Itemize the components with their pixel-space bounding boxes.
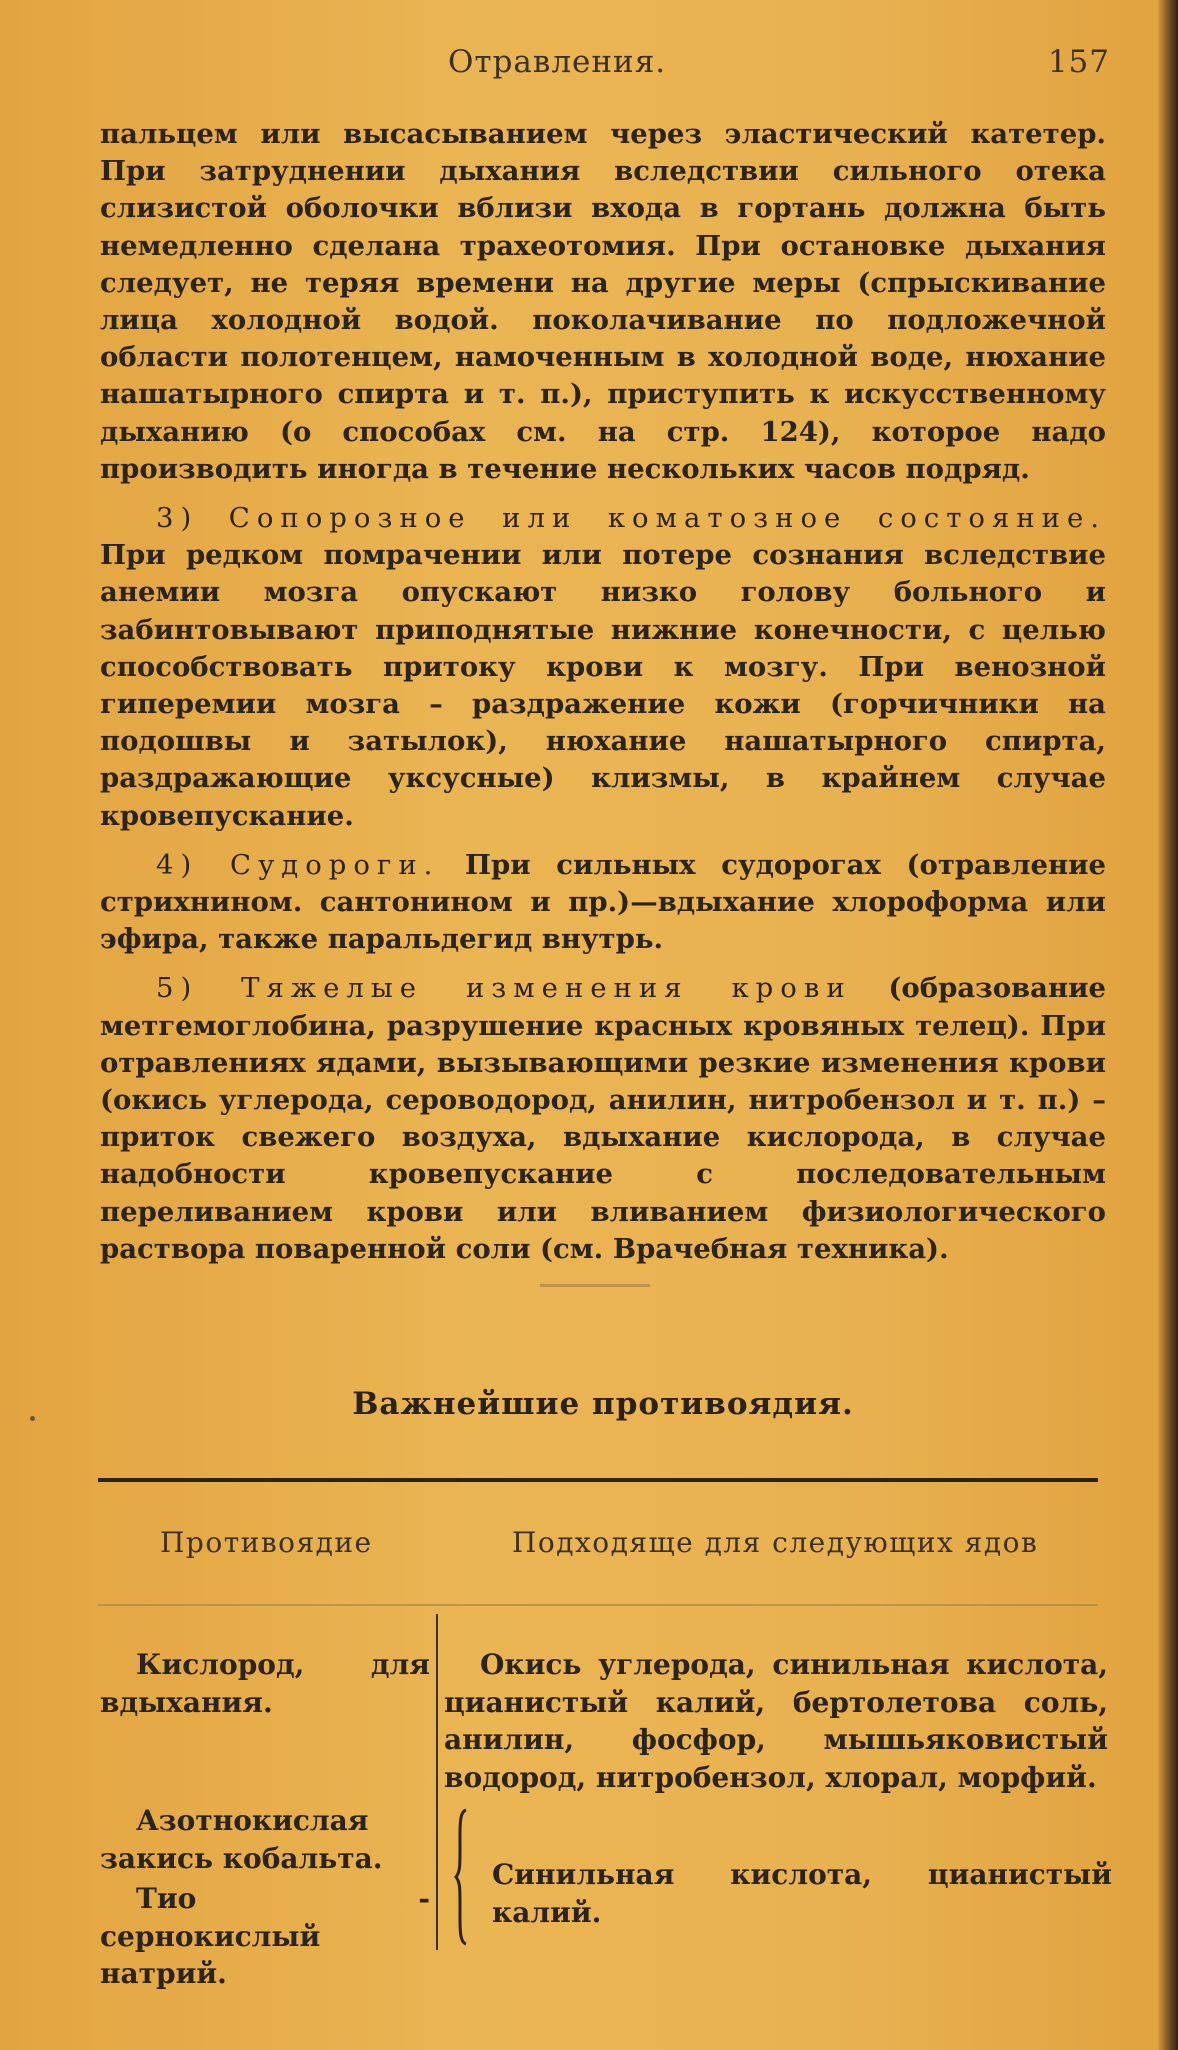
paragraph-heading: 3) Сопорозное или коматозное состояние. [156,502,1106,535]
paragraph-coma [100,500,1106,835]
table-top-rule [98,1478,1098,1482]
paragraph-blood-changes [100,970,1106,1268]
table-cell-antidote-thiosulfate: Тио - сернокислый натрий. [100,1882,430,1990]
paragraph-text: При редком помрачении или потере сознания вследствие анемии мозга опускают низко голову больного и забинтовывают приподнятые нижние конечности, с целью способствовать притоку крови к мозгу. При венозной гиперемии мозга – раздражение кожи (горчичники на подошвы и затылок), нюхание нашатырного спирта, раздражающие уксусные) клизмы, в крайнем случае кровепускание. [100,539,1106,832]
header-underline [98,1604,1098,1606]
table-cell-poisons-shared: Синильная кислота, цианистый калий. [492,1858,1112,1929]
page-number: 157 [1047,44,1110,80]
paragraph-text: (образование метгемоглобина, разрушение красных кровяных телец). При отравлениях ядами, вызывающими резкие изменения крови (окись углерода, сероводород, анилин, нитробензол и т. п.) – приток свежего воздуха, вдыхание кислорода, в случае надобности кровепускание с последовательным переливанием крови или вливанием физиологического раствора поваренной соли (см. Врачебная техника). [100,972,1106,1265]
page-edge-shadow [1158,0,1178,2050]
paragraph-1: пальцем или высасыванием через эластический катетер. При затруднении дыхания вследствии сильного отека слизистой оболочки вблизи входа в гортань должна быть немедленно сделана трахеотомия. При остановке дыхания следует, не теряя времени на другие меры (спрыскивание лица холодной водой. поколачивание по подложечной области полотенцем, намоченным в холодной воде, нюхание нашатырного спирта и т. п.), приступить к искусственному дыханию (о способах см. на стр. 124), которое надо производить иногда в течение нескольких часов подряд. [100,118,1106,485]
table-cell-poisons-oxygen: Окись углерода, синильная кислота, цианистый калий, бертолетова соль, анилин, фосфор, мышьяковистый водород, нитробензол, хлорал, морфий. [444,1648,1108,1794]
column-divider [436,1614,438,1950]
curly-brace-icon [454,1808,470,1946]
separator-rule [540,1284,650,1287]
paragraph-heading: 4) Судороги. [156,848,440,881]
running-header [100,44,1110,80]
body-text [100,116,1106,1280]
paragraph-heading: 5) Тяжелые изменения крови [156,972,852,1005]
section-title: Важнейшие противоядия. [352,1386,854,1422]
column-header-poisons: Подходяще для следующих ядов [512,1526,1039,1559]
ink-speck [30,1416,35,1421]
paragraph-convulsions [100,847,1106,959]
table-cell-antidote-oxygen: Кислород, для вдыхания. [100,1648,430,1719]
paragraph-text: При сильных судорогах (отравление стрихнином. сантонином и пр.)—вдыхание хлороформа или эфира, также парaльдегид внутрь. [100,848,1106,956]
running-title: Отравления. [448,44,667,80]
table-cell-antidote-cobalt: Азотнокислая закись кобальта. [100,1804,383,1875]
column-header-antidote: Противоядие [160,1526,373,1559]
